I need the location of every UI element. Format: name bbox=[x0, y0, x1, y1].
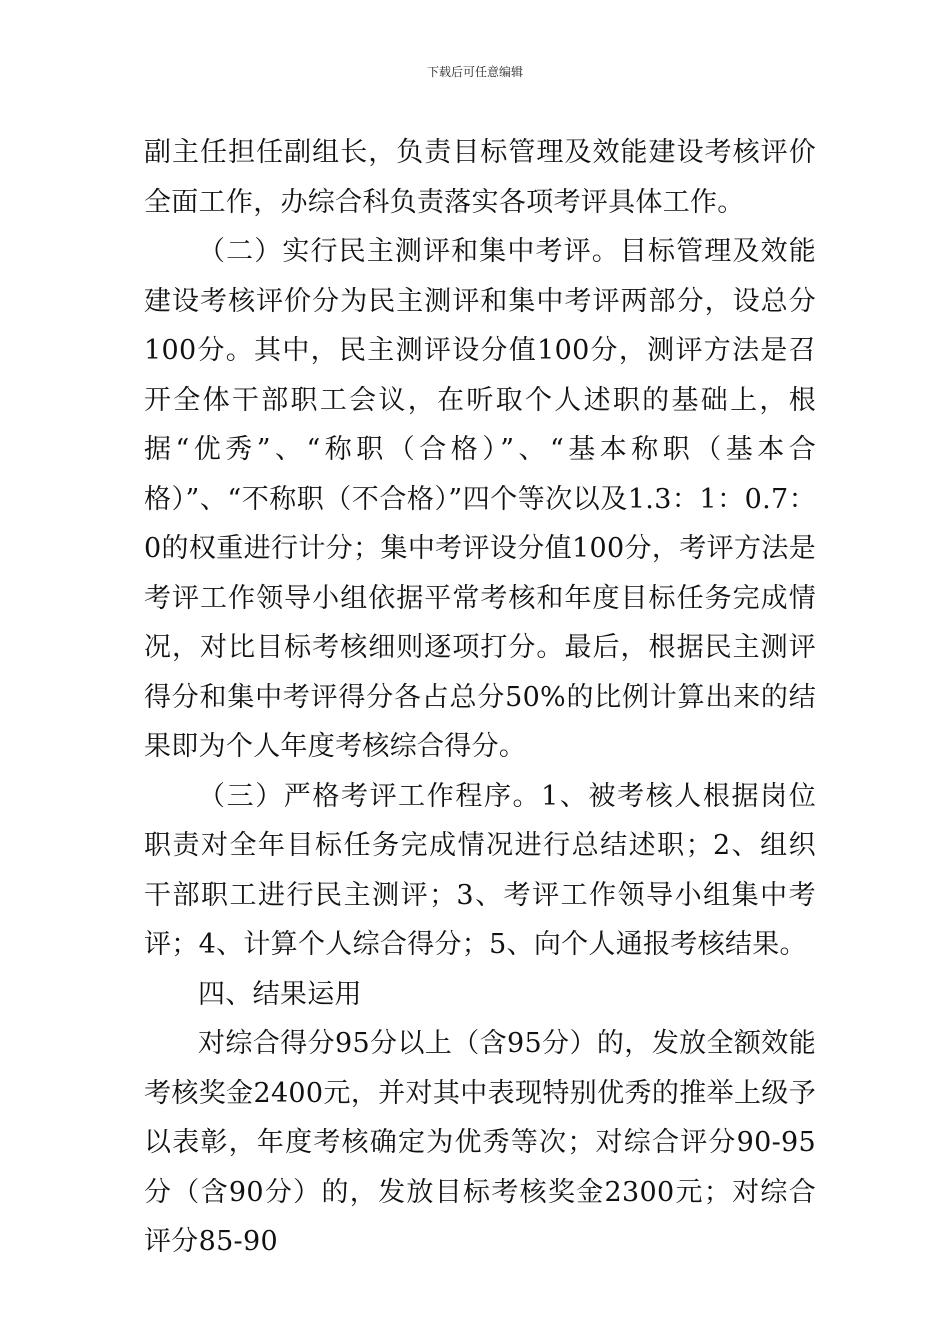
page-header-note: 下载后可任意编辑 bbox=[426, 65, 523, 79]
paragraph-section-3: （三）严格考评工作程序。1、被考核人根据岗位职责对全年目标任务完成情况进行总结述职；2、组织干部职工进行民主测评；3、考评工作领导小组集中考评；4、计算个人综合得分；5、向个人通报考核结果。 bbox=[144, 780, 816, 960]
heading-section-4: 四、结果运用 bbox=[198, 978, 362, 1010]
paragraph-continuation: 副主任担任副组长，负责目标管理及效能建设考核评价全面工作，办综合科负责落实各项考评具体工作。 bbox=[144, 137, 816, 218]
paragraph-results: 对综合得分95分以上（含95分）的，发放全额效能考核奖金2400元，并对其中表现特别优秀的推举上级予以表彰，年度考核确定为优秀等次；对综合评分90-95分（含90分）的，发放目标考核奖金2300元；对综合评分85-90 bbox=[144, 1028, 816, 1257]
paragraph-section-2: （二）实行民主测评和集中考评。目标管理及效能建设考核评价分为民主测评和集中考评两部分，设总分100分。其中，民主测评设分值100分，测评方法是召开全体干部职工会议，在听取个人述职的基础上，根据“优秀”、“称职（合格）”、“基本称职（基本合格）”、“不称职（不合格）”四个等次以及1.3：1：0.7：0的权重进行计分；集中考评设分值100分，考评方法是考评工作领导小组依据平常考核和年度目标任务完成情况，对比目标考核细则逐项打分。最后，根据民主测评得分和集中考评得分各占总分50%的比例计算出来的结果即为个人年度考核综合得分。 bbox=[144, 236, 816, 762]
document-body bbox=[144, 128, 816, 1267]
